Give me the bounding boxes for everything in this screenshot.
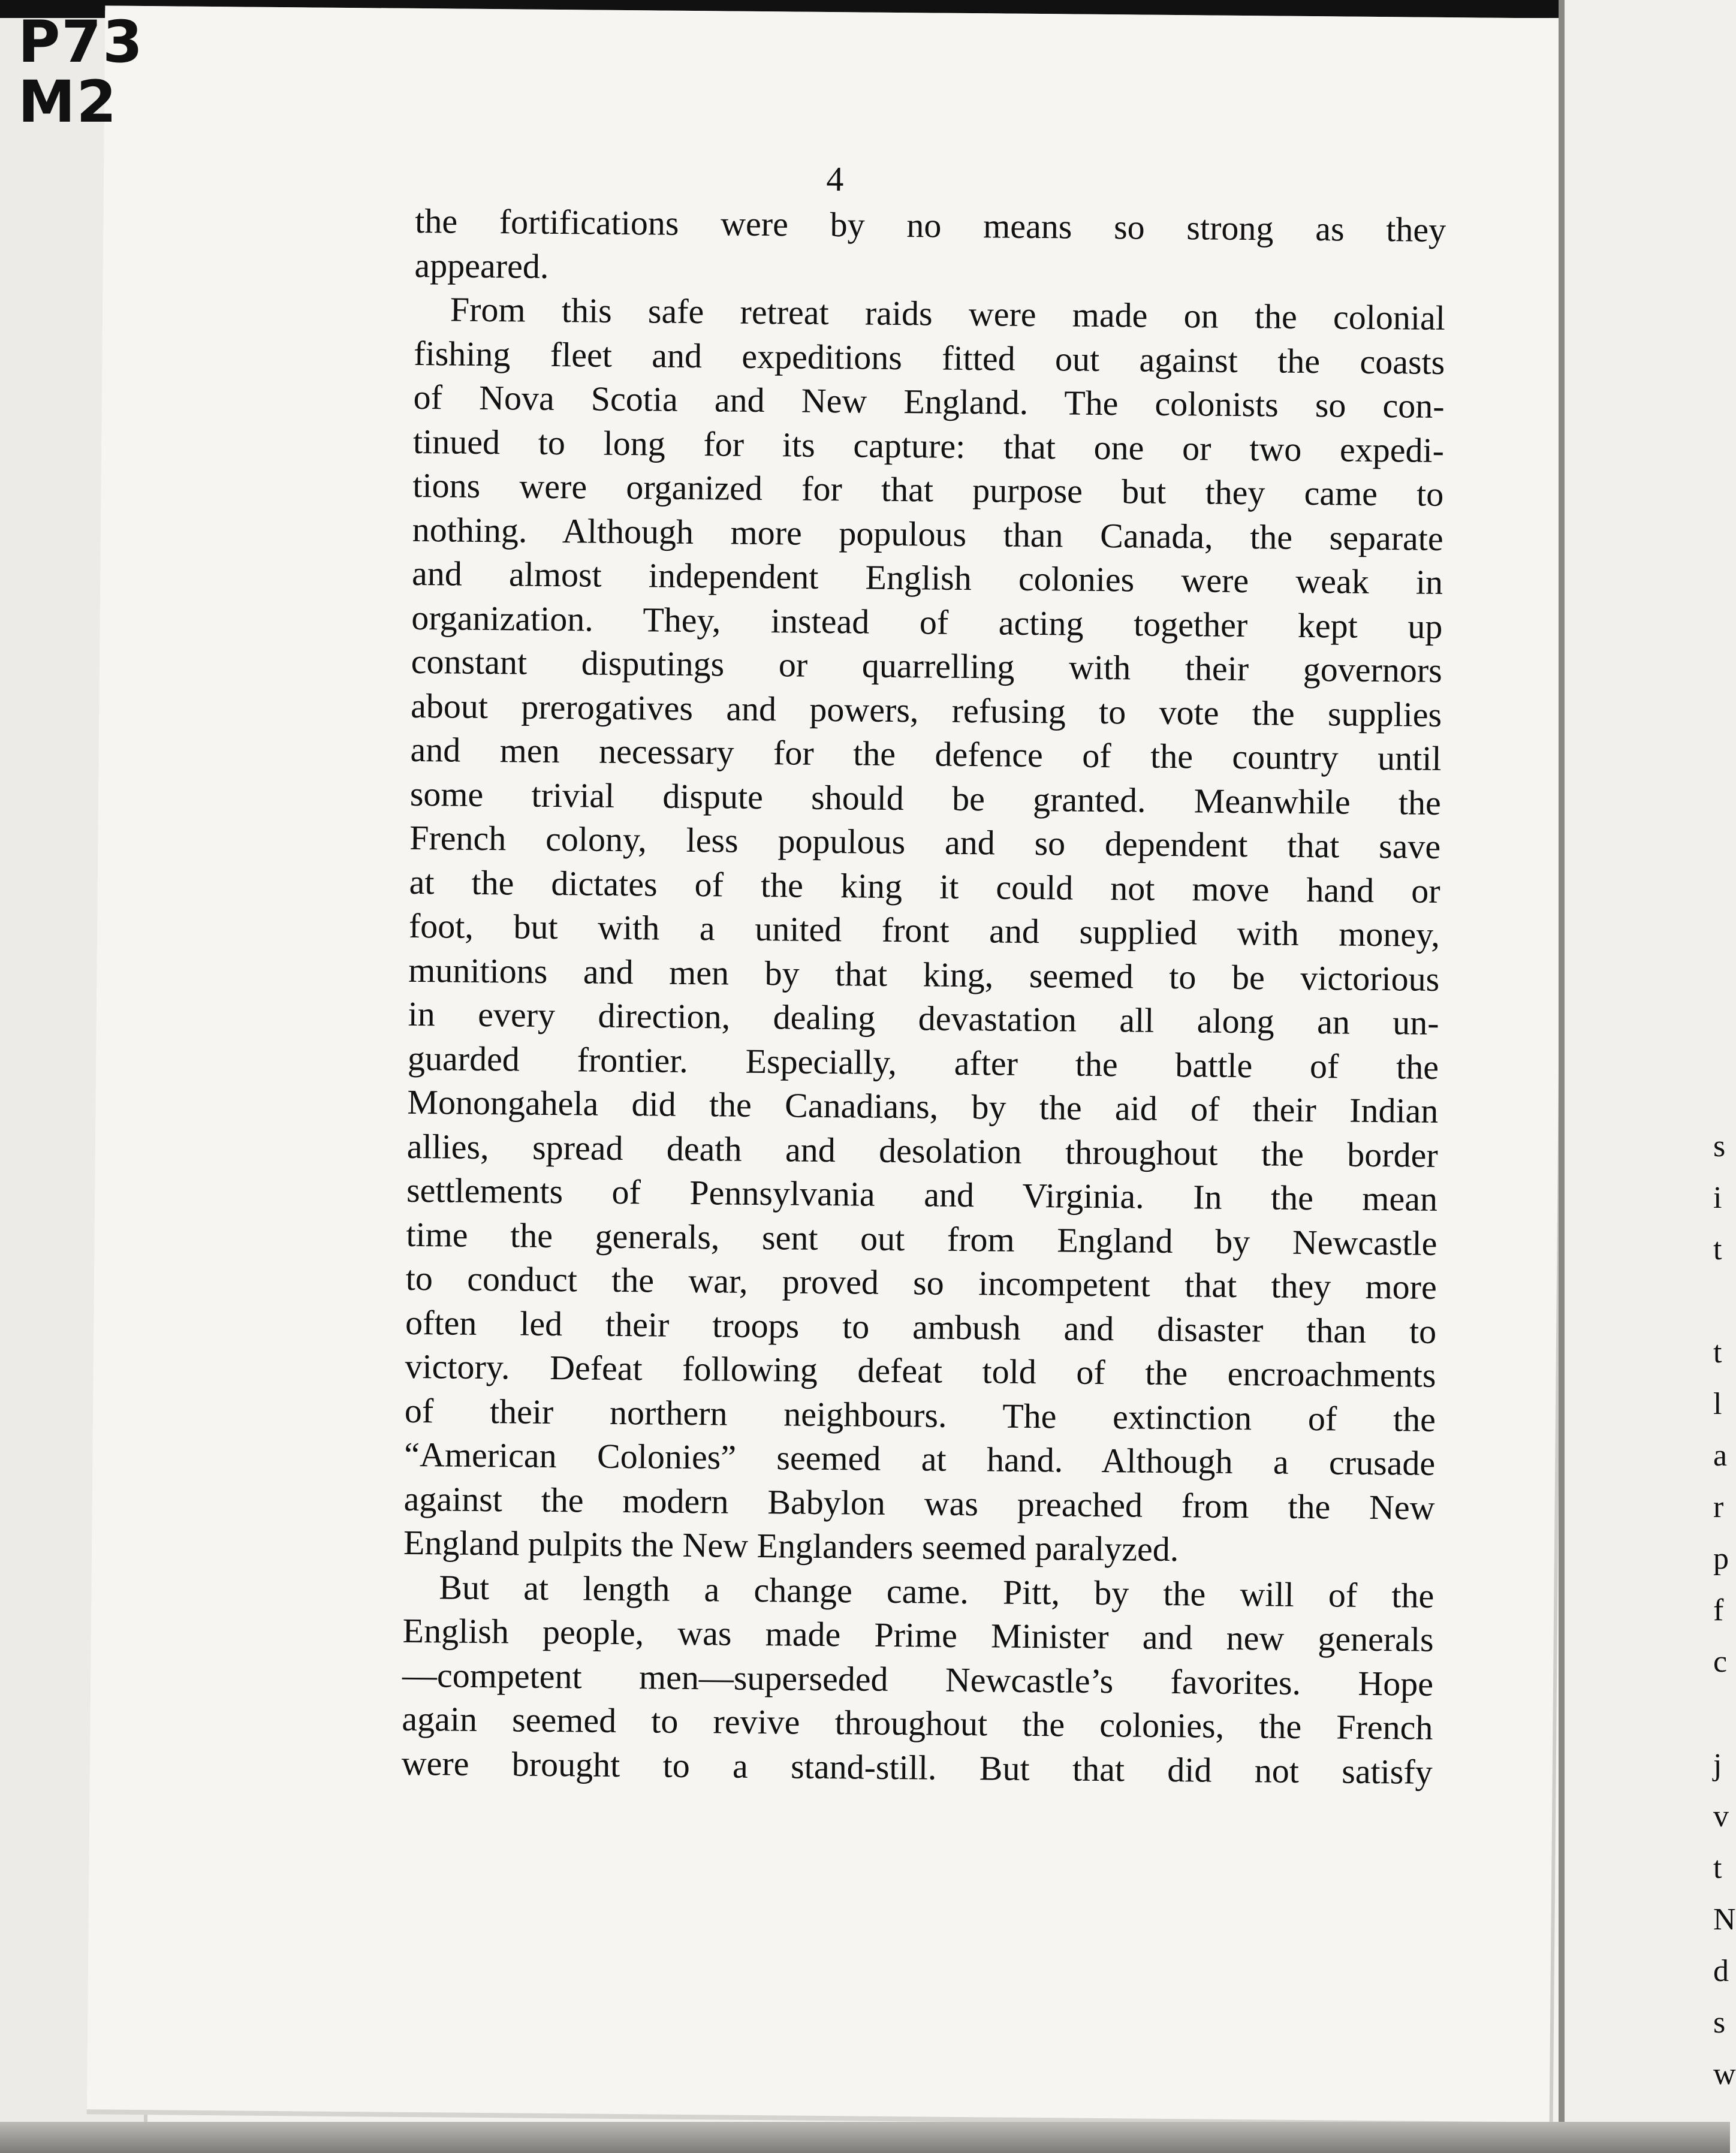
printed-page (87, 5, 1568, 2122)
text-line: guarded frontier. Especially, after the battle of the (407, 1038, 1439, 1087)
text-line: But at length a change came. Pitt, by the will of the (439, 1567, 1434, 1615)
page-number: 4 (826, 159, 844, 199)
text-line: nothing. Although more populous than Canada, the separate (412, 509, 1443, 558)
text-line: Monongahela did the Canadians, by the aid of their Indian (407, 1082, 1439, 1130)
text-line: From this safe retreat raids were made on the colonial (450, 290, 1446, 337)
text-line: fishing fleet and expeditions fitted out against the coasts (414, 333, 1445, 382)
facing-page-fragment: i (1713, 1181, 1722, 1215)
facing-page-fragment: j (1713, 1748, 1722, 1782)
text-line: of Nova Scotia and New England. The colonists so con- (413, 377, 1445, 426)
text-line: victory. Defeat following defeat told of the encroachments (405, 1346, 1436, 1395)
facing-page-fragment: r (1713, 1490, 1724, 1524)
text-line: time the generals, sent out from England by Newcastle (406, 1214, 1437, 1263)
facing-page-fragment: a (1713, 1439, 1728, 1473)
text-line: munitions and men by that king, seemed to be victorious (408, 950, 1440, 999)
catalog-mark (18, 8, 144, 135)
facing-page-fragment: N (1713, 1902, 1736, 1937)
text-line: England pulpits the New Englanders seemed paralyzed. (403, 1522, 1179, 1569)
text-line: and men necessary for the defence of the country until (410, 729, 1442, 778)
text-line: in every direction, dealing devastation all along an un- (408, 994, 1439, 1042)
facing-page-fragment (1713, 1275, 1730, 1327)
text-line: “American Colonies” seemed at hand. Although a crusade (404, 1434, 1436, 1483)
text-line: again seemed to revive throughout the colonies, the French (402, 1699, 1433, 1747)
facing-page-fragment: t (1713, 1851, 1722, 1885)
text-line: settlements of Pennsylvania and Virginia. In the mean (406, 1170, 1438, 1219)
text-line: at the dictates of the king it could not move hand or (409, 862, 1440, 910)
text-line: English people, was made Prime Minister and new generals (402, 1611, 1434, 1659)
text-line: —competent men—superseded Newcastle’s favorites. Hope (402, 1655, 1434, 1703)
facing-page-fragment: w (1713, 2057, 1736, 2091)
text-line: some trivial dispute should be granted. Meanwhile the (409, 774, 1442, 822)
bottom-shadow (0, 2122, 1730, 2153)
facing-page-fragment: t (1713, 1232, 1722, 1267)
facing-page-fragment: s (1713, 1129, 1726, 1163)
text-line: and almost independent English colonies were weak in (411, 553, 1443, 602)
facing-page-fragments (1713, 1121, 1736, 2100)
facing-page-fragment: v (1713, 1799, 1729, 1834)
facing-page-fragment: l (1713, 1387, 1722, 1421)
text-line: constant disputings or quarrelling with their governors (411, 641, 1443, 690)
text-line: appeared. (414, 245, 549, 286)
text-line: against the modern Babylon was preached from the New (403, 1479, 1435, 1527)
body-text (401, 199, 1446, 1794)
text-line: organization. They, instead of acting together kept up (411, 598, 1443, 646)
text-line: tions were organized for that purpose but they came to (412, 465, 1444, 514)
text-line: were brought to a stand-still. But that did not satisfy (401, 1743, 1433, 1792)
text-line: French colony, less populous and so dependent that save (409, 818, 1441, 866)
text-line: to conduct the war, proved so incompetent that they more (405, 1258, 1437, 1307)
text-line: foot, but with a united front and supplied with money, (408, 906, 1440, 954)
facing-page-fragment: p (1713, 1542, 1729, 1576)
facing-page-fragment: s (1713, 2006, 1726, 2040)
facing-page-fragment: t (1713, 1335, 1722, 1370)
catalog-mark-line-1: P73 (18, 8, 144, 76)
facing-page-fragment (1713, 1688, 1730, 1739)
text-line: often led their troops to ambush and disaster than to (405, 1302, 1437, 1351)
text-line: tinued to long for its capture: that one or two expedi- (412, 421, 1445, 470)
facing-page-fragment: f (1713, 1593, 1724, 1627)
text-line: about prerogatives and powers, refusing to vote the supplies (410, 686, 1442, 734)
catalog-mark-line-2: M2 (18, 68, 118, 135)
text-line: of their northern neighbours. The extinction of the (404, 1391, 1436, 1439)
facing-page-fragment: c (1713, 1645, 1728, 1679)
text-line: allies, spread death and desolation throughout the border (406, 1126, 1438, 1175)
text-line: the fortifications were by no means so strong as they (414, 201, 1446, 249)
facing-page-edge (1559, 0, 1736, 2153)
facing-page-fragment: d (1713, 1954, 1729, 1988)
